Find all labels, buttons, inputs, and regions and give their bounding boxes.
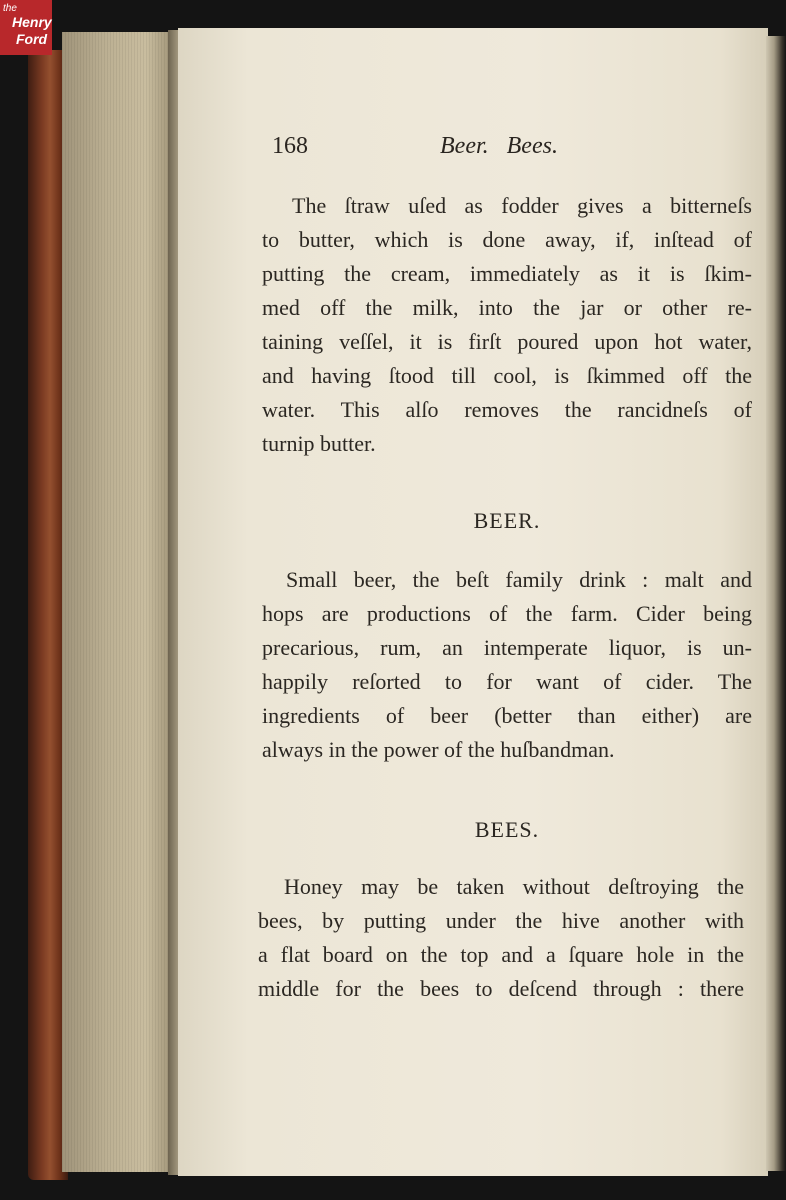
page-edges (62, 32, 174, 1172)
running-title: Beer. Bees. (440, 133, 558, 159)
text-line: med off the milk, into the jar or other re- (262, 295, 752, 320)
page-number: 168 (272, 133, 308, 159)
text-line: ingredients of beer (better than either) are (262, 703, 752, 728)
text-line: hops are productions of the farm. Cider being (262, 601, 752, 626)
paragraph-beer (262, 563, 752, 767)
henry-ford-logo (0, 0, 52, 55)
paragraph-bees (258, 870, 744, 1006)
heading-bees: BEES. (474, 817, 540, 842)
text-line: precarious, rum, an intemperate liquor, is un- (262, 635, 752, 660)
heading-beer: BEER. (473, 508, 541, 533)
logo-text-the: the (3, 3, 17, 14)
text-line: middle for the bees to deſcend through : there (258, 976, 744, 1001)
text-line: a flat board on the top and a ſquare hole in the (258, 942, 744, 967)
text-line: always in the power of the huſbandman. (262, 737, 615, 762)
text-line: and having ſtood till cool, is ſkimmed off the (262, 363, 752, 388)
text-line: turnip butter. (262, 431, 376, 456)
text-line: bees, by putting under the hive another with (258, 908, 744, 933)
text-line: taining veſſel, it is firſt poured upon hot water, (262, 329, 752, 354)
paragraph-straw-fodder (262, 189, 752, 461)
logo-text-henry: Henry (12, 14, 52, 30)
page-right-edge (766, 36, 786, 1171)
text-line: The ſtraw uſed as fodder gives a bitterneſs (292, 193, 752, 218)
text-line: putting the cream, immediately as it is ſkim- (262, 261, 752, 286)
text-line: Small beer, the beſt family drink : malt and (286, 567, 752, 592)
text-line: to butter, which is done away, if, inſtead of (262, 227, 752, 252)
logo-text-ford: Ford (16, 31, 48, 47)
text-line: happily reſorted to for want of cider. The (262, 669, 752, 694)
text-line: Honey may be taken without deſtroying the (284, 874, 744, 899)
text-line: water. This alſo removes the rancidneſs of (262, 397, 752, 422)
